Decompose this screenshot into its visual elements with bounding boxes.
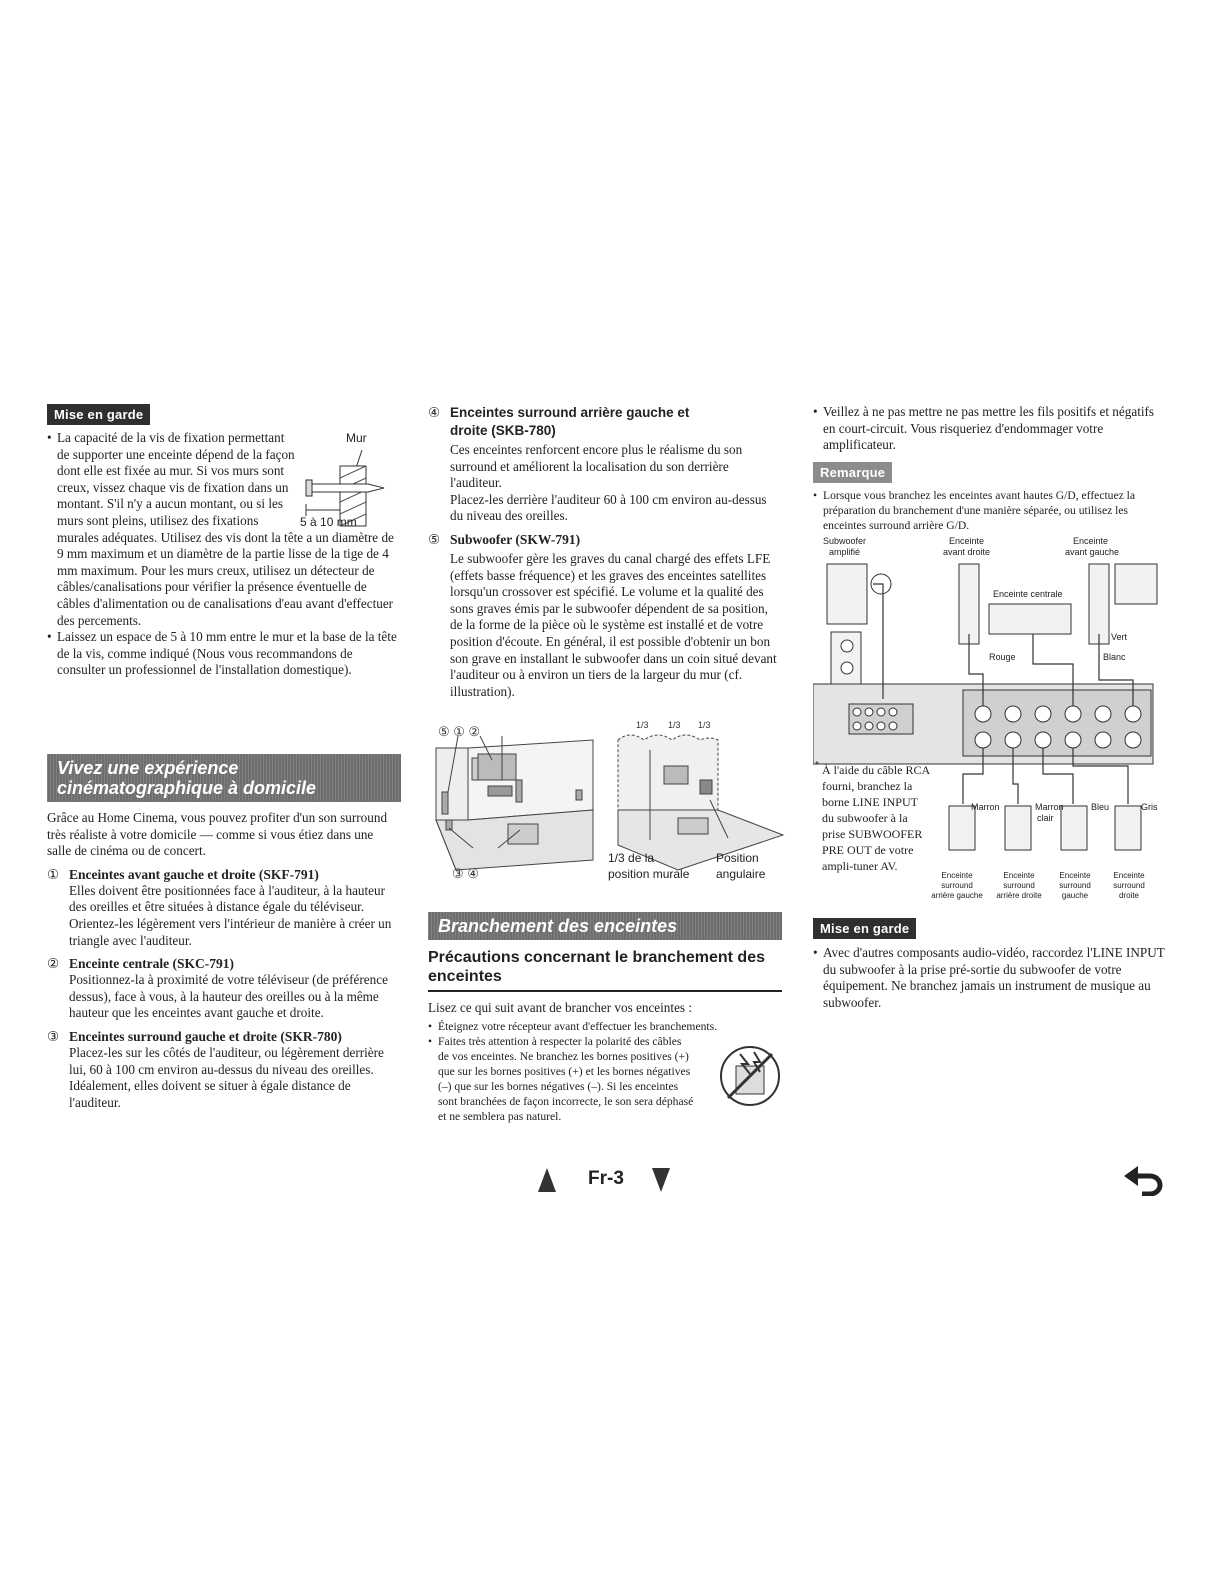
label-surround-rear-right: arrière droite <box>996 891 1042 900</box>
item-title: Enceintes avant gauche et droite (SKF-791) <box>69 866 319 882</box>
label-surround-left: gauche <box>1061 891 1089 900</box>
label-gris: Gris <box>1141 802 1158 812</box>
item-text: Positionnez-la à proximité de votre téléviseur (de préférence dessus), face à vous, à la hauteur des oreilles ou à la même hauteur que les enceintes avant gauche et droite. <box>69 972 388 1021</box>
precautions-intro: Lisez ce qui suit avant de brancher vos enceintes : <box>428 1000 693 1015</box>
label-surround-right: surround <box>1113 881 1145 890</box>
item-2 <box>47 955 399 1022</box>
corner-position-label: Position <box>716 851 759 865</box>
label-surround-rear-left: arrière gauche <box>931 891 983 900</box>
label-front-left: avant gauche <box>1065 547 1120 557</box>
label-marron-clair: clair <box>1037 813 1054 823</box>
third-position-label: position murale <box>608 867 690 881</box>
section-banner-home <box>47 754 403 802</box>
item-number: ④ <box>428 405 441 421</box>
label-front-right: avant droite <box>943 547 991 557</box>
remark-list <box>813 488 1165 533</box>
remark-bullet <box>813 488 1165 533</box>
item-text: Placez-les derrière l'auditeur 60 à 100 cm environ au-dessus du niveau des oreilles. <box>450 491 767 524</box>
label-surround-rear-left: Enceinte <box>941 871 973 880</box>
frac-mark: 1/3 <box>698 720 711 730</box>
label-surround-left: Enceinte <box>1059 871 1091 880</box>
caution-bullet-text: Laissez un espace de 5 à 10 mm entre le mur et la base de la tête de la vis, comme indiqué (Nous vous recommandons de consulter un professionnel de l'installation domestique). <box>57 629 397 678</box>
item-text: Le subwoofer gère les graves du canal chargé des effets LFE (effets basse fréquence) et les graves des enceintes satellites lorsqu'un crossover est spécifié. Le volume et la qualité des sons graves émis par le subwoofer dépendent de sa position, de la forme de la pièce où le système est installé et de votre position d'écoute. En général, il est possible d'obtenir un bon son grave en installant le subwoofer dans un coin situé devant l'auditeur ou à environ un tiers de la largeur du mur (cf. illustration). <box>450 550 777 699</box>
return-icon[interactable] <box>1124 1166 1164 1196</box>
item-number: ① <box>47 866 60 882</box>
caution-bullet-text: La capacité de la vis de fixation permettant de supporter une enceinte dépend de la façon dont elle est fixée au mur. Si vos murs sont creux, vissez chaque vis de fixation dans un montant. S'il n'y a aucun montant, ou si les murs sont pleins, utilisez des fixations murales adéquates. Utilisez des vis dont la tête a un diamètre de 9 mm maximum et un diamètre de la partie lisse de la tige de 4 mm maximum. Pour les murs creux, utilisez un détecteur de câbles/canalisations pour vérifier la présence éventuelle de câbles d'alimentation ou de canalisations d'eau avant d'effectuer des percements. <box>57 430 394 628</box>
label-surround-rear-left: surround <box>941 881 973 890</box>
label-surround-left: surround <box>1059 881 1091 890</box>
bullet-text: Lorsque vous branchez les enceintes avant hautes G/D, effectuez la préparation du branchement d'une manière séparée, ou utilisez les enceintes surround arrière G/D. <box>823 488 1136 532</box>
section-title-line: Vivez une expérience <box>57 758 239 778</box>
item-title: Enceintes surround arrière gauche et <box>450 405 690 420</box>
label-surround-right: droite <box>1118 891 1140 900</box>
note-star: * <box>815 760 819 771</box>
intro-text: Grâce au Home Cinema, vous pouvez profiter d'un son surround très réaliste à votre domicile — comme si vous étiez dans une salle de cinéma ou de concert. <box>47 810 388 859</box>
precaution-text: Faites très attention à respecter la polarité des câbles de vos enceintes. Ne branchez les bornes positives (+) que sur les bornes positives (+) et les bornes négatives (–) que sur les bornes négatives (–). Si les enceintes sont branchées de façon incorrecte, le son sera déphasé et ne semblera pas naturel. <box>438 1034 694 1123</box>
label-front-left: Enceinte <box>1073 536 1109 546</box>
page-footer <box>538 1166 688 1196</box>
item-5 <box>428 531 782 700</box>
item-title: Subwoofer (SKW-791) <box>450 531 581 547</box>
item-3 <box>47 1028 399 1111</box>
label-marron-clair: Marron <box>1035 802 1064 812</box>
item-title: Enceinte centrale (SKC-791) <box>69 956 234 972</box>
frac-mark: 1/3 <box>668 720 681 730</box>
item-number: ⑤ <box>428 531 441 548</box>
item-title-cont: droite (SKB-780) <box>450 423 556 438</box>
bullet-text: Veillez à ne pas mettre ne pas mettre les fils positifs et négatifs en court-circuit. Vous risqueriez d'endommager votre amplificateur. <box>823 404 1155 453</box>
label-marron: Marron <box>971 802 1000 812</box>
right-top-bullet <box>813 404 1165 454</box>
remark-tag: Remarque <box>813 462 892 483</box>
precaution-bullet <box>428 1019 782 1034</box>
section-title-line: cinématographique à domicile <box>57 778 317 798</box>
caution-tag: Mise en garde <box>47 404 150 425</box>
third-position-label: 1/3 de la <box>608 851 655 865</box>
label-surround-rear-right: surround <box>1003 881 1035 890</box>
label-surround-rear-right: Enceinte <box>1003 871 1035 880</box>
item-text: Placez-les sur les côtés de l'auditeur, ou légèrement derrière lui, 60 à 100 cm environ au-dessus du niveau des oreilles. Idéalement, elles doivent se situer à égale distance de l'auditeur. <box>69 1044 384 1110</box>
precaution-text: Éteignez votre récepteur avant d'effectuer les branchements. <box>438 1019 718 1033</box>
item-4 <box>428 404 782 525</box>
corner-position-label: angulaire <box>716 867 766 881</box>
room-top-marks: ⑤ ① ② <box>438 724 481 739</box>
item-number: ③ <box>47 1028 60 1044</box>
label-gap: 5 à 10 mm <box>300 515 357 529</box>
subwoofer-note: À l'aide du câble RCA fourni, branchez la borne LINE INPUT du subwoofer à la prise SUBWOOFER PRE OUT de votre ampli-tuner AV. <box>822 763 930 873</box>
bullet-text: Avec d'autres composants audio-vidéo, raccordez l'LINE INPUT du subwoofer à la prise pré-sortie du subwoofer de votre équipement. Ne branchez jamais un instrument de musique au subwoofer. <box>823 945 1165 1010</box>
item-text: Elles doivent être positionnées face à l'auditeur, à la hauteur des oreilles et être situées à distance égale du téléviseur. Orientez-les légèrement vers l'intérieur de manière à créer un triangle avec l'auditeur. <box>69 882 392 948</box>
item-1 <box>47 866 399 949</box>
label-front-right: Enceinte <box>949 536 985 546</box>
caution-tag: Mise en garde <box>813 918 916 939</box>
label-subwoofer: amplifié <box>829 547 861 557</box>
label-vert: Vert <box>1111 632 1128 642</box>
caution-bullet <box>47 629 399 679</box>
label-bleu: Bleu <box>1091 802 1110 812</box>
next-page-icon[interactable] <box>652 1168 670 1192</box>
previous-page-icon[interactable] <box>538 1168 556 1192</box>
precautions-title: Précautions concernant le branchement des enceintes <box>428 948 782 992</box>
home-intro-block <box>47 810 399 1111</box>
label-surround-right: Enceinte <box>1113 871 1145 880</box>
label-wall: Mur <box>346 431 367 445</box>
right-caution-bullet <box>813 945 1165 1011</box>
right-caution-block <box>813 918 1165 1011</box>
item-number: ② <box>47 956 60 972</box>
item-text: Ces enceintes renforcent encore plus le réalisme du son surround et améliorent la localisation du son derrière l'auditeur. <box>450 442 743 491</box>
short-circuit-warning-icon <box>718 1044 782 1108</box>
right-column <box>813 404 1165 533</box>
room-bottom-marks: ③ ④ <box>452 866 479 881</box>
right-caution-list <box>813 945 1165 1011</box>
label-center: Enceinte centrale <box>993 589 1063 599</box>
room-placement-illustration <box>428 720 788 890</box>
section-title-connection: Branchement des enceintes <box>428 912 782 940</box>
middle-column <box>428 404 782 700</box>
page-number: Fr-3 <box>588 1168 624 1189</box>
right-top-list <box>813 404 1165 454</box>
item-title: Enceintes surround gauche et droite (SKR-780) <box>69 1028 342 1044</box>
frac-mark: 1/3 <box>636 720 649 730</box>
label-subwoofer: Subwoofer <box>823 536 867 546</box>
label-blanc: Blanc <box>1103 652 1126 662</box>
label-rouge: Rouge <box>989 652 1016 662</box>
screw-spacer <box>296 428 396 530</box>
